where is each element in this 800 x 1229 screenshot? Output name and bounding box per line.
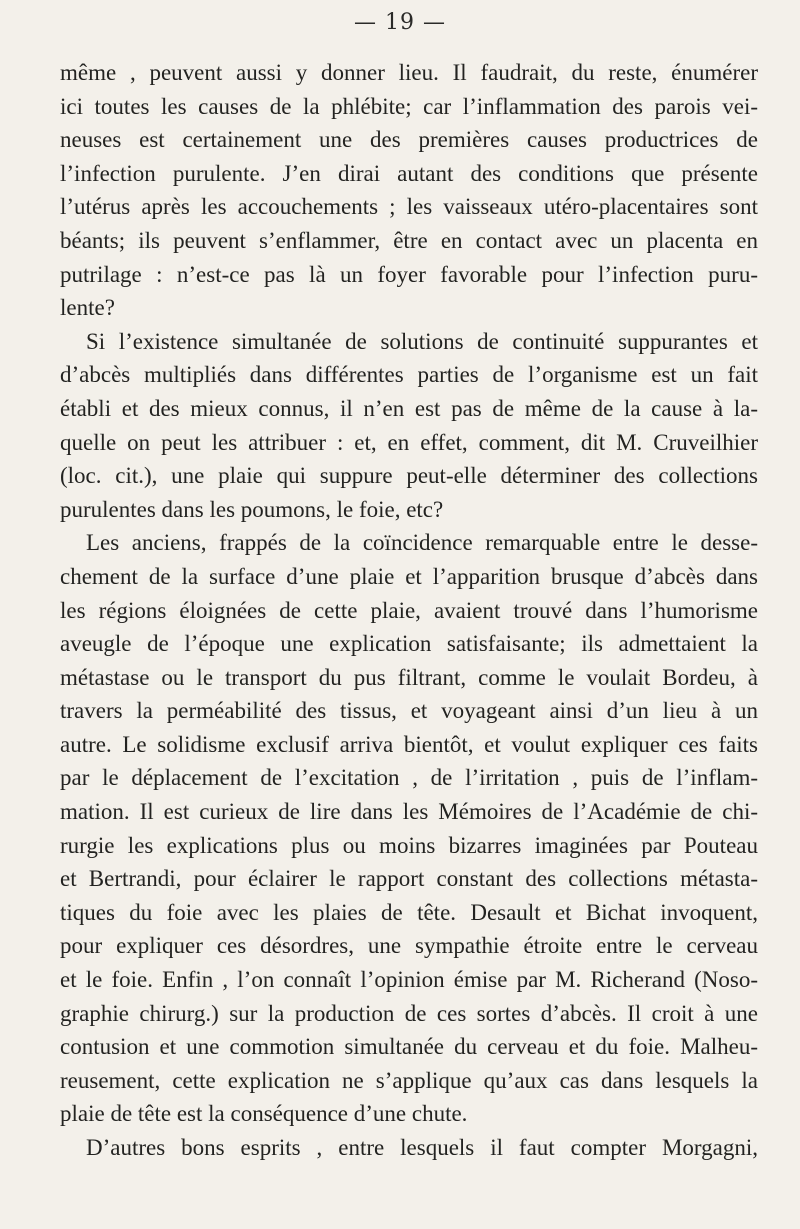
text-line: Si l’existence simultanée de solutions de continuité suppurantes et (86, 328, 758, 354)
text-line: les régions éloignées de cette plaie, avaient trouvé dans l’humorisme (60, 597, 758, 623)
text-line: l’utérus après les accouchements ; les vaisseaux utéro-placentaires sont (60, 194, 758, 220)
text-line: chement de la surface d’une plaie et l’apparition brusque d’abcès dans (60, 563, 758, 589)
text-line: pour expliquer ces désordres, une sympathie étroite entre le cerveau (60, 933, 758, 959)
text-line: neuses est certainement une des premières causes productrices de (60, 127, 758, 153)
paragraph-2 (60, 325, 758, 527)
text-line: mation. Il est curieux de lire dans les Mémoires de l’Académie de chi- (60, 799, 758, 825)
text-line: purulentes dans les poumons, le foie, etc? (60, 496, 444, 522)
text-line: (loc. cit.), une plaie qui suppure peut-elle déterminer des collections (60, 463, 758, 489)
paragraph-4 (60, 1131, 758, 1165)
text-line: lente? (60, 295, 115, 321)
text-line: reusement, cette explication ne s’applique qu’aux cas dans lesquels la (60, 1067, 758, 1093)
body-text (60, 56, 758, 1165)
text-line: établi et des mieux connus, il n’en est pas de même de la cause à la- (60, 395, 758, 421)
text-line: aveugle de l’époque une explication satisfaisante; ils admettaient la (60, 631, 758, 657)
paragraph-1 (60, 56, 758, 325)
text-line: graphie chirurg.) sur la production de ces sortes d’abcès. Il croit à une (60, 1000, 758, 1026)
text-line: D’autres bons esprits , entre lesquels il faut compter Morgagni, (86, 1135, 758, 1160)
text-line: et le foie. Enfin , l’on connaît l’opinion émise par M. Richerand (Noso- (60, 967, 758, 993)
text-line: ici toutes les causes de la phlébite; car l’inflammation des parois vei- (60, 93, 758, 119)
text-line: béants; ils peuvent s’enflammer, être en contact avec un placenta en (60, 227, 758, 253)
paragraph-3 (60, 526, 758, 1131)
text-line: rurgie les explications plus ou moins bizarres imaginées par Pouteau (60, 832, 758, 858)
text-line: métastase ou le transport du pus filtrant, comme le voulait Bordeu, à (60, 664, 758, 690)
text-line: plaie de tête est la conséquence d’une chute. (60, 1101, 468, 1127)
text-line: tiques du foie avec les plaies de tête. Desault et Bichat invoquent, (60, 899, 758, 925)
text-line: et Bertrandi, pour éclairer le rapport constant des collections métasta- (60, 866, 758, 892)
text-line: quelle on peut les attribuer : et, en effet, comment, dit M. Cruveilhier (60, 429, 758, 455)
text-line: même , peuvent aussi y donner lieu. Il faudrait, du reste, énumérer (60, 60, 758, 85)
text-line: l’infection purulente. J’en dirai autant des conditions que présente (60, 160, 758, 186)
text-line: par le déplacement de l’excitation , de l’irritation , puis de l’inflam- (60, 765, 758, 791)
text-line: Les anciens, frappés de la coïncidence remarquable entre le desse- (86, 530, 758, 556)
text-line: putrilage : n’est-ce pas là un foyer favorable pour l’infection puru- (60, 261, 758, 287)
text-line: d’abcès multipliés dans différentes parties de l’organisme est un fait (60, 362, 758, 388)
text-line: contusion et une commotion simultanée du cerveau et du foie. Malheu- (60, 1034, 758, 1060)
text-line: autre. Le solidisme exclusif arriva bientôt, et voulut expliquer ces faits (60, 731, 758, 757)
text-line: travers la perméabilité des tissus, et voyageant ainsi d’un lieu à un (60, 698, 758, 724)
page-number: — 19 — (354, 10, 446, 35)
